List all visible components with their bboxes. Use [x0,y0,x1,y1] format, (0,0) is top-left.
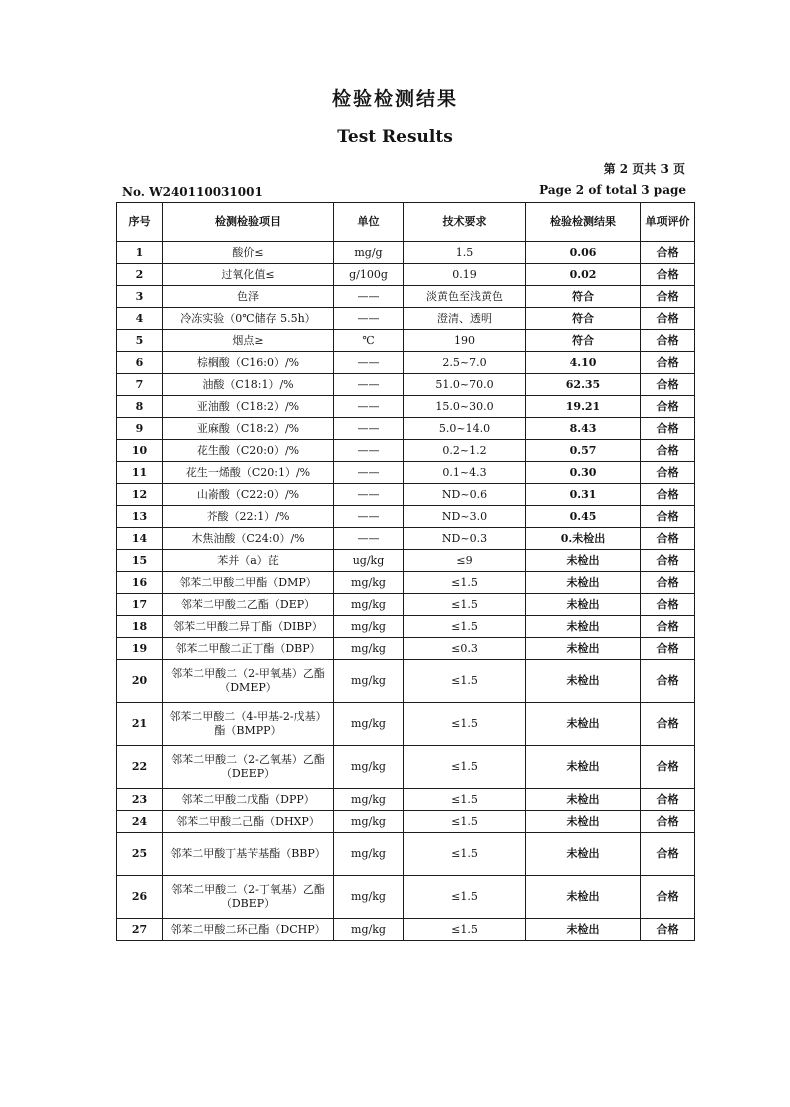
cell-requirement: ≤1.5 [404,572,526,594]
cell-requirement: ≤1.5 [404,876,526,919]
cell-requirement: 淡黄色至浅黄色 [404,286,526,308]
cell-unit: g/100g [334,264,404,286]
table-body [117,242,695,941]
cell-no: 16 [117,572,163,594]
cell-result: 未检出 [526,919,641,941]
cell-evaluation: 合格 [641,352,695,374]
page-number-en: Page 2 of total 3 page [539,183,686,197]
cell-no: 7 [117,374,163,396]
cell-result: 未检出 [526,789,641,811]
cell-result: 未检出 [526,660,641,703]
cell-no: 14 [117,528,163,550]
cell-evaluation: 合格 [641,484,695,506]
cell-no: 22 [117,746,163,789]
table-row [117,242,695,264]
cell-item: 苯并（a）芘 [163,550,334,572]
cell-evaluation: 合格 [641,374,695,396]
cell-item: 邻苯二甲酸二异丁酯（DIBP） [163,616,334,638]
table-row [117,528,695,550]
cell-result: 0.57 [526,440,641,462]
cell-unit: —— [334,484,404,506]
cell-result: 19.21 [526,396,641,418]
cell-evaluation: 合格 [641,638,695,660]
cell-requirement: 1.5 [404,242,526,264]
cell-requirement: 澄清、透明 [404,308,526,330]
cell-item: 邻苯二甲酸二环己酯（DCHP） [163,919,334,941]
cell-result: 符合 [526,308,641,330]
cell-requirement: 51.0~70.0 [404,374,526,396]
cell-item: 邻苯二甲酸二（2-甲氧基）乙酯（DMEP） [163,660,334,703]
cell-unit: —— [334,506,404,528]
page-number-cn: 第 2 页共 3 页 [603,162,685,176]
cell-result: 未检出 [526,746,641,789]
cell-unit: —— [334,528,404,550]
cell-requirement: ≤1.5 [404,616,526,638]
cell-unit: —— [334,462,404,484]
cell-requirement: ND~3.0 [404,506,526,528]
cell-result: 未检出 [526,703,641,746]
cell-no: 4 [117,308,163,330]
cell-unit: —— [334,352,404,374]
cell-evaluation: 合格 [641,264,695,286]
cell-evaluation: 合格 [641,746,695,789]
cell-no: 21 [117,703,163,746]
cell-result: 未检出 [526,550,641,572]
page-title-cn: 检验检测结果 [331,88,458,110]
table-row [117,330,695,352]
cell-unit: mg/kg [334,703,404,746]
table-row [117,638,695,660]
cell-item: 山嵛酸（C22:0）/% [163,484,334,506]
cell-result: 0.31 [526,484,641,506]
cell-no: 13 [117,506,163,528]
cell-unit: mg/kg [334,638,404,660]
cell-no: 6 [117,352,163,374]
cell-evaluation: 合格 [641,789,695,811]
cell-requirement: 5.0~14.0 [404,418,526,440]
cell-item: 油酸（C18:1）/% [163,374,334,396]
cell-item: 邻苯二甲酸二（2-丁氧基）乙酯（DBEP） [163,876,334,919]
cell-no: 8 [117,396,163,418]
cell-requirement: ≤1.5 [404,811,526,833]
cell-no: 15 [117,550,163,572]
cell-no: 11 [117,462,163,484]
table-row [117,374,695,396]
cell-requirement: 0.1~4.3 [404,462,526,484]
results-table [116,202,695,941]
cell-no: 1 [117,242,163,264]
cell-requirement: 2.5~7.0 [404,352,526,374]
cell-item: 亚油酸（C18:2）/% [163,396,334,418]
cell-unit: —— [334,374,404,396]
table-row [117,594,695,616]
cell-item: 邻苯二甲酸二乙酯（DEP） [163,594,334,616]
page-title-en: Test Results [337,127,453,147]
cell-requirement: 0.2~1.2 [404,440,526,462]
cell-requirement: ≤1.5 [404,703,526,746]
cell-no: 26 [117,876,163,919]
cell-result: 0.02 [526,264,641,286]
cell-requirement: ND~0.6 [404,484,526,506]
cell-result: 未检出 [526,572,641,594]
cell-item: 邻苯二甲酸二（4-甲基-2-戊基）酯（BMPP） [163,703,334,746]
cell-unit: ug/kg [334,550,404,572]
cell-no: 12 [117,484,163,506]
cell-evaluation: 合格 [641,572,695,594]
cell-no: 17 [117,594,163,616]
cell-item: 邻苯二甲酸二己酯（DHXP） [163,811,334,833]
cell-result: 未检出 [526,594,641,616]
cell-unit: —— [334,440,404,462]
cell-no: 3 [117,286,163,308]
cell-evaluation: 合格 [641,876,695,919]
cell-requirement: ≤9 [404,550,526,572]
cell-item: 邻苯二甲酸二戊酯（DPP） [163,789,334,811]
header-item: 检测检验项目 [163,203,334,242]
cell-requirement: ≤1.5 [404,789,526,811]
header-no: 序号 [117,203,163,242]
cell-unit: mg/kg [334,594,404,616]
cell-item: 邻苯二甲酸二（2-乙氧基）乙酯（DEEP） [163,746,334,789]
cell-item: 过氧化值≤ [163,264,334,286]
cell-unit: mg/g [334,242,404,264]
cell-item: 木焦油酸（C24:0）/% [163,528,334,550]
cell-evaluation: 合格 [641,919,695,941]
cell-no: 25 [117,833,163,876]
cell-item: 邻苯二甲酸丁基苄基酯（BBP） [163,833,334,876]
cell-no: 2 [117,264,163,286]
cell-item: 色泽 [163,286,334,308]
cell-unit: mg/kg [334,572,404,594]
report-number: No. W240110031001 [122,185,263,199]
cell-requirement: ≤1.5 [404,660,526,703]
cell-evaluation: 合格 [641,811,695,833]
cell-result: 0.未检出 [526,528,641,550]
table-row [117,789,695,811]
cell-item: 花生一烯酸（C20:1）/% [163,462,334,484]
table-row [117,418,695,440]
cell-no: 23 [117,789,163,811]
cell-evaluation: 合格 [641,660,695,703]
cell-evaluation: 合格 [641,506,695,528]
table-row [117,833,695,876]
cell-unit: —— [334,418,404,440]
cell-unit: mg/kg [334,876,404,919]
cell-no: 24 [117,811,163,833]
cell-evaluation: 合格 [641,308,695,330]
cell-evaluation: 合格 [641,594,695,616]
cell-item: 邻苯二甲酸二正丁酯（DBP） [163,638,334,660]
cell-unit: mg/kg [334,616,404,638]
cell-requirement: 15.0~30.0 [404,396,526,418]
table-row [117,703,695,746]
cell-no: 20 [117,660,163,703]
header-evaluation: 单项评价 [641,203,695,242]
cell-result: 62.35 [526,374,641,396]
cell-unit: ℃ [334,330,404,352]
cell-evaluation: 合格 [641,286,695,308]
table-row [117,484,695,506]
cell-evaluation: 合格 [641,833,695,876]
header-unit: 单位 [334,203,404,242]
cell-result: 未检出 [526,616,641,638]
cell-evaluation: 合格 [641,418,695,440]
cell-item: 花生酸（C20:0）/% [163,440,334,462]
table-row [117,506,695,528]
cell-evaluation: 合格 [641,616,695,638]
cell-evaluation: 合格 [641,550,695,572]
cell-no: 19 [117,638,163,660]
cell-unit: —— [334,308,404,330]
cell-result: 未检出 [526,876,641,919]
cell-result: 0.45 [526,506,641,528]
cell-no: 5 [117,330,163,352]
table-row [117,660,695,703]
table-row [117,286,695,308]
cell-requirement: ≤1.5 [404,919,526,941]
cell-requirement: 0.19 [404,264,526,286]
cell-no: 10 [117,440,163,462]
cell-no: 27 [117,919,163,941]
cell-requirement: 190 [404,330,526,352]
cell-item: 芥酸（22:1）/% [163,506,334,528]
cell-result: 0.06 [526,242,641,264]
cell-evaluation: 合格 [641,462,695,484]
cell-item: 亚麻酸（C18:2）/% [163,418,334,440]
table-row [117,616,695,638]
cell-result: 符合 [526,286,641,308]
cell-result: 8.43 [526,418,641,440]
table-row [117,440,695,462]
cell-evaluation: 合格 [641,242,695,264]
cell-result: 4.10 [526,352,641,374]
table-row [117,396,695,418]
cell-result: 符合 [526,330,641,352]
cell-unit: mg/kg [334,789,404,811]
cell-unit: mg/kg [334,811,404,833]
cell-item: 邻苯二甲酸二甲酯（DMP） [163,572,334,594]
table-row [117,308,695,330]
cell-requirement: ND~0.3 [404,528,526,550]
cell-unit: mg/kg [334,746,404,789]
table-row [117,572,695,594]
cell-result: 未检出 [526,833,641,876]
table-row [117,264,695,286]
cell-result: 未检出 [526,811,641,833]
cell-evaluation: 合格 [641,440,695,462]
cell-result: 0.30 [526,462,641,484]
cell-item: 酸价≤ [163,242,334,264]
cell-evaluation: 合格 [641,330,695,352]
table-row [117,550,695,572]
cell-evaluation: 合格 [641,703,695,746]
cell-evaluation: 合格 [641,528,695,550]
cell-result: 未检出 [526,638,641,660]
cell-item: 棕榈酸（C16:0）/% [163,352,334,374]
table-row [117,746,695,789]
cell-unit: mg/kg [334,833,404,876]
header-result: 检验检测结果 [526,203,641,242]
cell-unit: —— [334,396,404,418]
header-requirement: 技术要求 [404,203,526,242]
table-header-row [117,203,695,242]
cell-requirement: ≤0.3 [404,638,526,660]
cell-unit: —— [334,286,404,308]
table-row [117,919,695,941]
cell-no: 9 [117,418,163,440]
table-row [117,876,695,919]
cell-item: 冷冻实验（0℃储存 5.5h） [163,308,334,330]
cell-requirement: ≤1.5 [404,594,526,616]
cell-unit: mg/kg [334,919,404,941]
cell-requirement: ≤1.5 [404,746,526,789]
cell-item: 烟点≥ [163,330,334,352]
cell-requirement: ≤1.5 [404,833,526,876]
table-row [117,462,695,484]
cell-unit: mg/kg [334,660,404,703]
table-row [117,811,695,833]
cell-no: 18 [117,616,163,638]
table-row [117,352,695,374]
cell-evaluation: 合格 [641,396,695,418]
